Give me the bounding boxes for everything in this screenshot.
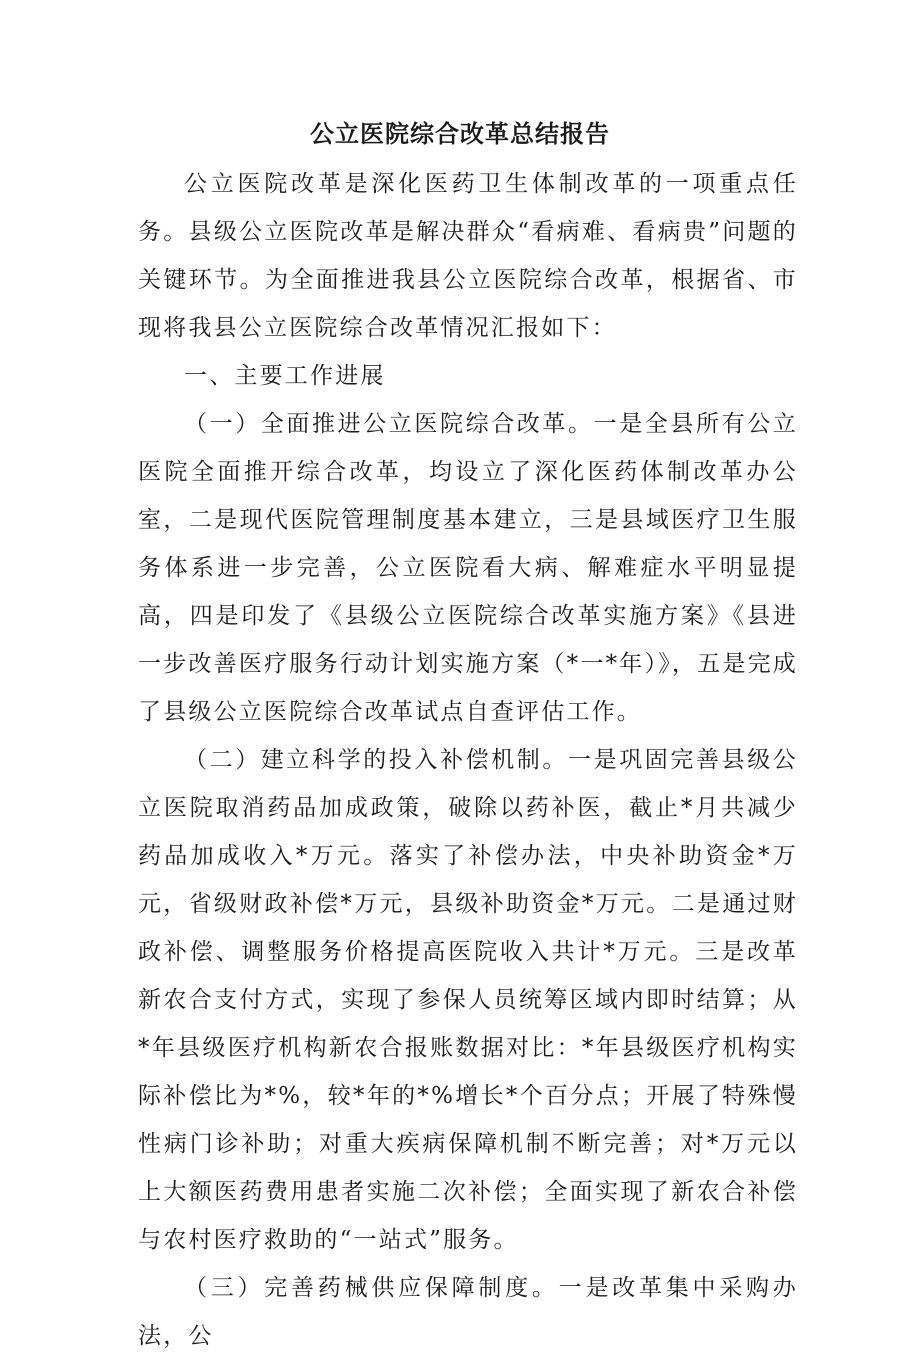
paragraph-compensation: （二）建立科学的投入补偿机制。一是巩固完善县级公立医院取消药品加成政策，破除以药补医，截止*月共减少药品加成收入*万元。落实了补偿办法，中央补助资金*万元，省级财政补偿*万元，县级补助资金*万元。二是通过财政补偿、调整服务价格提高医院收入共计*万元。三是改革新农合支付方式，实现了参保人员统筹区域内即时结算；从*年县级医疗机构新农合报账数据对比：*年县级医疗机构实际补偿比为*%，较*年的*%增长*个百分点；开展了特殊慢性病门诊补助；对重大疾病保障机制不断完善；对*万元以上大额医药费用患者实施二次补偿；全面实现了新农合补偿与农村医疗救助的“一站式”服务。 xyxy=(138,747,798,1253)
paragraph-reform: （一）全面推进公立医院综合改革。一是全县所有公立医院全面推开综合改革，均设立了深化医药体制改革办公室，二是现代医院管理制度基本建立，三是县域医疗卫生服务体系进一步完善，公立医院看大病、解难症水平明显提高，四是印发了《县级公立医院综合改革实施方案》《县进一步改善医疗服务行动计划实施方案（*一*年）》，五是完成了县级公立医院综合改革试点自查评估工作。 xyxy=(138,411,798,725)
document-body xyxy=(138,160,798,1360)
paragraph-intro: 公立医院改革是深化医药卫生体制改革的一项重点任务。县级公立医院改革是解决群众“看病难、看病贵”问题的关键环节。为全面推进我县公立医院综合改革，根据省、市现将我县公立医院综合改革情况汇报如下： xyxy=(138,171,798,341)
paragraph-supply: （三）完善药械供应保障制度。一是改革集中采购办法，公 xyxy=(138,1275,798,1349)
section-heading-progress: 一、主要工作进展 xyxy=(184,363,386,389)
document-title: 公立医院综合改革总结报告 xyxy=(310,120,610,148)
